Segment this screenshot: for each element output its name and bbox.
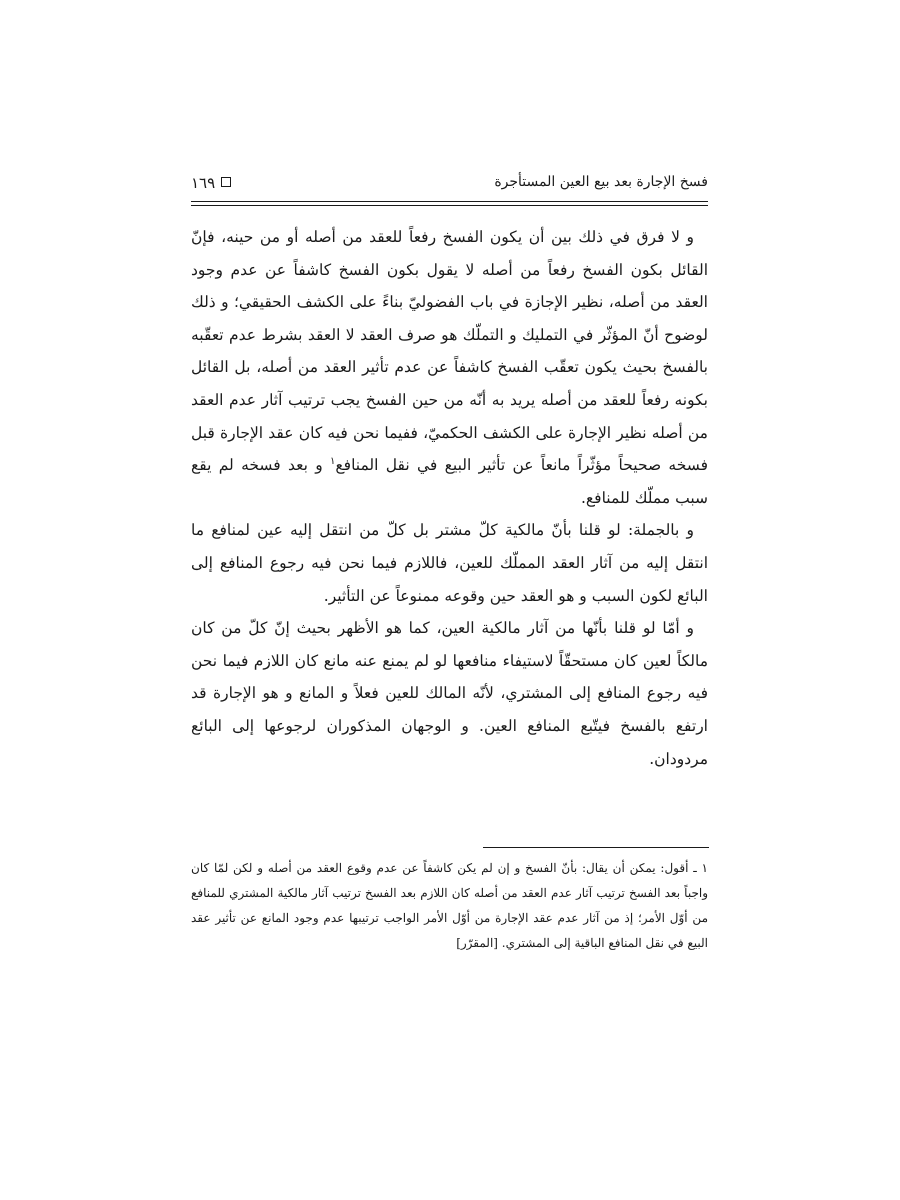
footnote-1: ١ ـ أقول: يمكن أن يقال: بأنّ الفسخ و إن لم يكن كاشفاً عن عدم وقوع العقد من أصله و لكن لمّا كان واجباً بعد الفسخ ترتيب آثار عدم العقد من أصله كان اللازم بعد الفسخ ترتيب آثار مالكية المشتري للمنافع من أوّل الأمر؛ إذ من آثار عدم عقد الإجارة من أوّل الأمر الواجب ترتيبها عدم وجود المانع عن تأثير عقد البيع في نقل المنافع الباقية إلى المشتري. [المقرّر‌] <box>191 861 708 950</box>
header-double-rule <box>191 201 708 206</box>
running-header <box>191 172 708 202</box>
page-number: ١٦٩ <box>191 174 216 192</box>
main-text <box>191 221 708 775</box>
square-icon <box>221 177 231 187</box>
paragraph-2: و بالجملة: لو قلنا بأنّ مالكية كلّ مشتر بل كلّ من انتقل إليه عين لمنافع ما انتقل إليه من آثار العقد المملّك للعين، فاللازم فيما نحن فيه رجوع المنافع إلى البائع لكون السبب و هو العقد حين وقوعه ممنوعاً عن التأثير. <box>191 521 708 605</box>
paragraph-1-tail: و بعد فسخه لم يقع سبب مملّك للمنافع. <box>191 456 708 507</box>
running-header-title: فسخ الإجارة بعد بيع العين المستأجرة <box>494 174 708 190</box>
paragraph-1-text: و لا فرق في ذلك بين أن يكون الفسخ رفعاً للعقد من أصله أو من حينه، فإنّ القائل بكون الفسخ رفعاً من أصله لا يقول بكون الفسخ كاشفاً عن عدم وجود العقد من أصله، نظير الإجازة في باب الفضوليّ بناءً على الكشف الحقيقي؛ و ذلك لوضوح أنّ المؤثّر في التمليك و التملّك هو صرف العقد لا العقد بشرط عدم تعقّبه بالفسخ بحيث يكون تعقّب الفسخ كاشفاً عن عدم تأثير العقد من أصله، بل القائل بكونه رفعاً للعقد من أصله يريد به أنّه من حين الفسخ يجب ترتيب آثار عدم العقد من أصله نظير الإجارة على الكشف الحكميّ، ففيما نحن فيه كان عقد الإجارة قبل فسخه صحيحاً مؤثّراً مانعاً عن تأثير البيع في نقل المنافع <box>191 228 708 475</box>
footnote-reference: ١ <box>330 456 336 467</box>
paragraph-1 <box>191 221 708 514</box>
paragraph-3: و أمّا لو قلنا بأنّها من آثار مالكية العين، كما هو الأظهر بحيث إنّ كلّ من كان مالكاً لعين كان مستحقّاً لاستيفاء منافعها لو لم يمنع عنه مانع كان اللازم فيما نحن فيه رجوع المنافع إلى المشتري، لأنّه المالك للعين فعلاً و المانع و هو الإجارة قد ارتفع بالفسخ فيتّبع المنافع العين. و الوجهان المذكوران لرجوعها إلى البائع مردودان. <box>191 619 708 768</box>
page-number-block <box>191 174 231 192</box>
footnote-separator <box>483 847 709 848</box>
footnotes <box>191 856 708 956</box>
